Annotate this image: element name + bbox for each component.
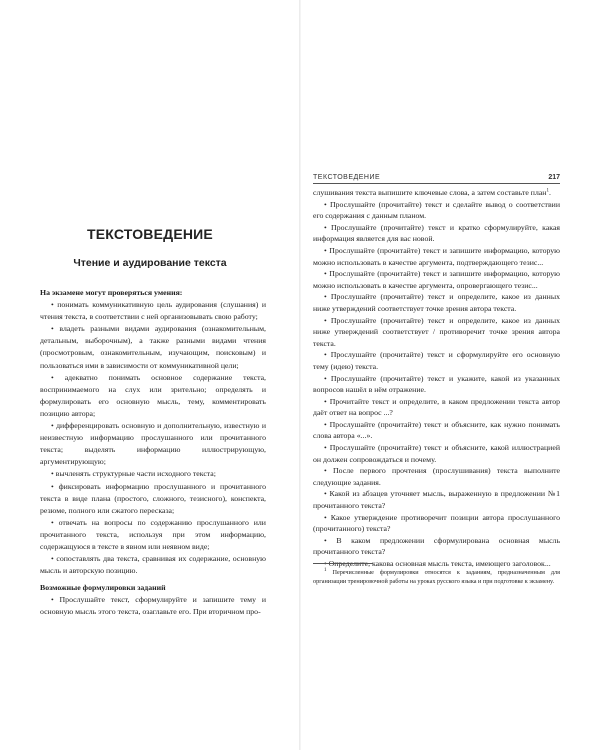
footnote-ref: 1 (546, 188, 549, 194)
running-head-title: ТЕКСТОВЕДЕНИЕ (313, 174, 381, 181)
footnote-mark: 1 (324, 567, 327, 573)
skill-item: • вычленять структурные части исходного текста; (51, 469, 216, 479)
task-item: • Какой из абзацев уточняет мысль, выраженную в предложении №1 прочитанного текста? (313, 489, 560, 511)
right-body-text (313, 187, 560, 570)
task-item: • Прослушайте (прочитайте) текст и сформулируйте его основную тему (идею) текста. (313, 350, 560, 371)
task-item: • Прослушайте (прочитайте) текст и укажите, какой из указанных вопросов нашёл в нём отражение. (313, 373, 560, 395)
chapter-title: ТЕКСТОВЕДЕНИЕ (87, 226, 213, 242)
left-body-text (40, 287, 266, 619)
footnote-divider (313, 563, 373, 564)
skills-heading: На экзамене могут проверяться умения: (40, 288, 183, 297)
section-title: Чтение и аудирование текста (73, 257, 227, 269)
task-item: • Прочитайте текст и определите, в каком предложении текста автор даёт ответ на вопрос ...? (313, 396, 560, 418)
task-item: • В каком предложении сформулирована основная мысль прочитанного текста? (313, 535, 560, 557)
running-head (313, 174, 560, 184)
task-item: • Прослушайте (прочитайте) текст и запишите информацию, которую можно использовать в качестве аргумента, опровергающего тезис... (313, 269, 560, 290)
skill-item: • отвечать на вопросы по содержанию прослушанного или прочитанного текста, используя при этом информацию, содержащуюся в тексте в явном или неявном виде; (40, 517, 266, 551)
tasks-intro: • Прослушайте текст, сформулируйте и запишите тему и основную мысль этого текста, озаглавьте его. При вторичном про- (40, 595, 266, 617)
continuation-main: слушивания текста выпишите ключевые слова, а затем составьте план (313, 188, 547, 197)
skill-item: • понимать коммуникативную цель аудирования (слушания) и чтения текста, в соответствии с ней организовывать свою работу; (40, 300, 266, 322)
task-item: • Прослушайте (прочитайте) текст и объясните, как нужно понимать слова автора «...». (313, 419, 560, 441)
task-item: • Прослушайте (прочитайте) текст и определите, какое из данных ниже утверждений соответствует / противоречит точке зрения автора текста. (313, 315, 560, 348)
tasks-heading: Возможные формулировки заданий (40, 583, 166, 593)
task-item: • Какое утверждение противоречит позиции автора прослушанного (прочитанного) текста? (313, 512, 560, 534)
page-number: 217 (548, 174, 560, 181)
task-item: • Прослушайте (прочитайте) текст и объясните, какой иллюстрацией он должен сопровождаться и почему. (313, 443, 560, 464)
task-item: • Прослушайте (прочитайте) текст и запишите информацию, которую можно использовать в качестве аргумента, подтверждающего тезис... (313, 245, 560, 267)
task-item: • Прослушайте (прочитайте) текст и определите, какое из данных ниже утверждений соответствует точке зрения автора текста. (313, 292, 560, 313)
skill-item: • фиксировать информацию прослушанного и прочитанного текста в виде плана (простого, сложного, тезисного), конспекта, резюме, полного или сжатого пересказа; (40, 481, 266, 515)
continuation-text (313, 187, 560, 199)
task-item: • Прослушайте (прочитайте) текст и кратко сформулируйте, какая информация является для вас новой. (313, 222, 560, 244)
task-item: • Определите, какова основная мысль текста, имеющего заголовок... (324, 559, 551, 568)
task-item: • Прослушайте (прочитайте) текст и сделайте вывод о соответствии его содержания с данным планом. (313, 199, 560, 221)
skill-item: • адекватно понимать основное содержание текста, воспринимаемого на слух или зрительно; определять и формулировать его основную мысль, тему, комментировать позицию автора; (40, 372, 266, 418)
footnote-text: Перечисленные формулировки относятся к заданиям, предназначенным для организации тренировочной работы на уроках русского языка и при подготовке к экзамену. (313, 569, 560, 585)
skill-item: • сопоставлять два текста, сравнивая их содержание, основную мысль и авторскую позицию. (40, 554, 266, 576)
skill-item: • владеть разными видами аудирования (ознакомительным, детальным, выборочным), а также разными видами чтения (просмотровым, ознакомительным, изучающим, поисковым) и пользоваться ими в зависимости от коммуникативной цели; (40, 324, 266, 370)
continuation-end: . (548, 188, 551, 197)
skill-item: • дифференцировать основную и дополнительную, известную и неизвестную информацию прослушанного или прочитанного текста; выделять информацию иллюстрирующую, аргументирующую; (40, 421, 266, 467)
footnote (313, 568, 560, 586)
task-item: • После первого прочтения (прослушивания) текста выполните следующие задания. (313, 466, 560, 487)
